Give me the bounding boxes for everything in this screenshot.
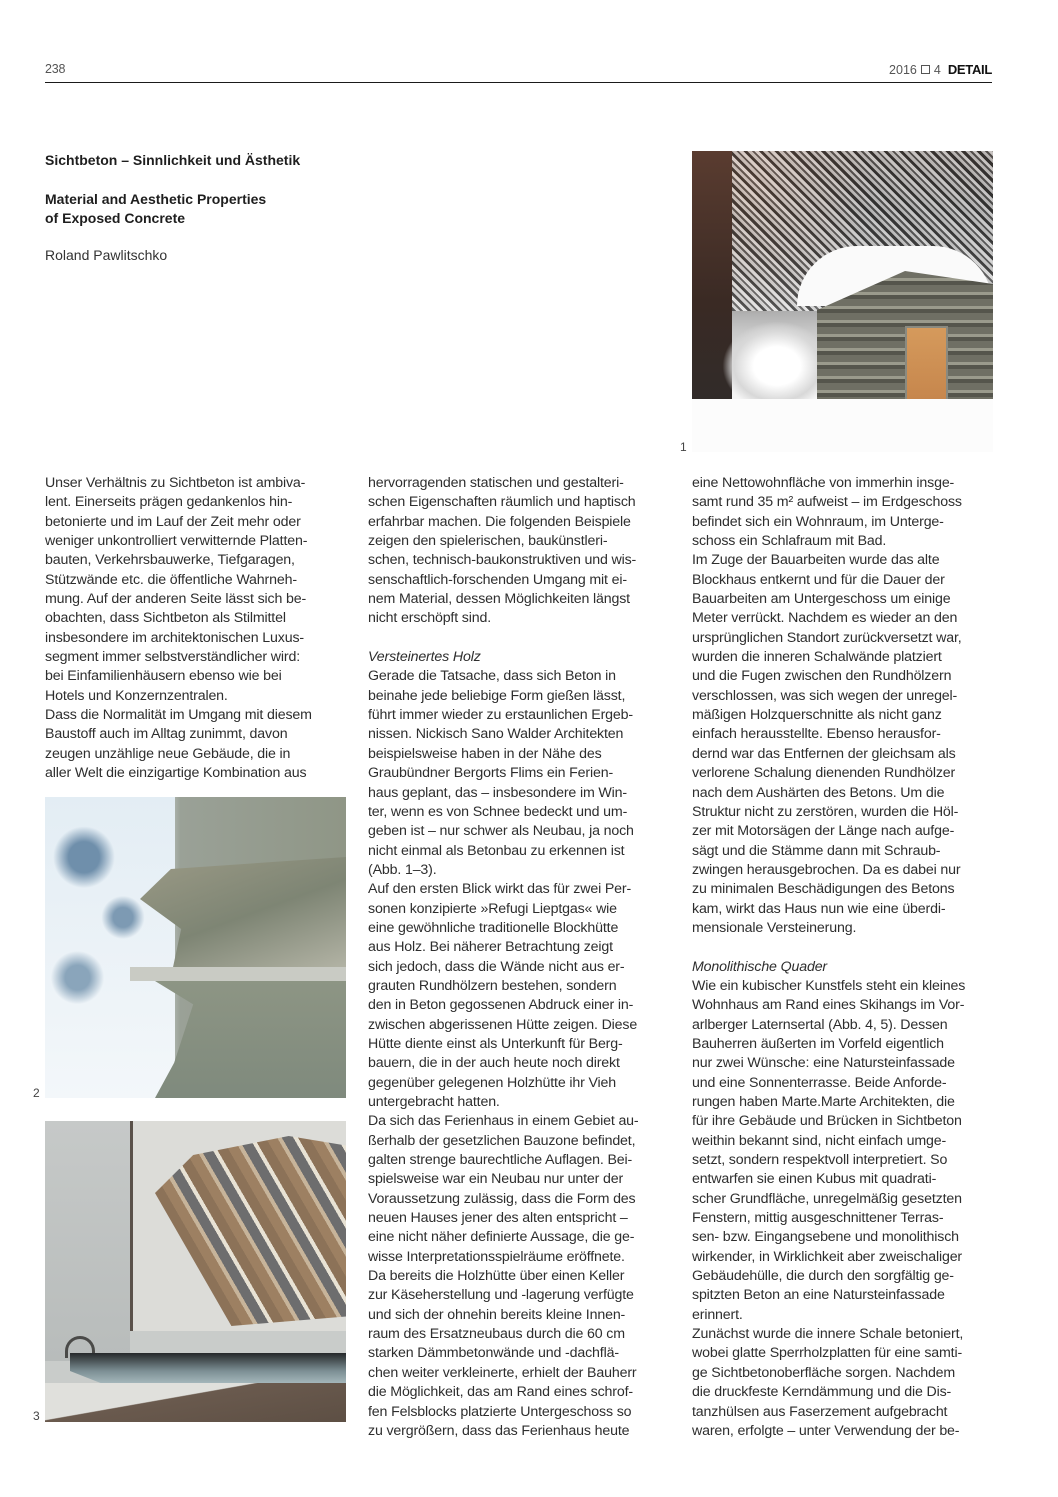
magazine-brand: DETAIL: [947, 62, 992, 77]
text-line: Bauarbeiten am Untergeschoss um einige: [692, 591, 951, 608]
issue-number: 4: [933, 62, 941, 77]
text-line: senschaftlich-forschenden Umgang mit ei-: [368, 571, 627, 588]
text-line: gegenüber gelegenen Holzhütte ihr Vieh: [368, 1074, 617, 1091]
figure-3-bath-rock-photo: [45, 1121, 346, 1422]
text-line: wirkender, in Wirklichkeit aber zweischaliger: [692, 1248, 963, 1265]
text-column-1: [45, 474, 345, 784]
photo-detail: [45, 1383, 346, 1422]
issue-year: 2016: [889, 62, 917, 77]
text-column-3: [692, 474, 992, 1441]
text-line: Wie ein kubischer Kunstfels steht ein kleines: [692, 977, 966, 994]
text-line: erinnert.: [692, 1306, 743, 1323]
text-line: und eine Sonnenterrasse. Beide Anforde-: [692, 1074, 947, 1091]
text-line: die Möglichkeit, das am Rand eines schrof-: [368, 1384, 633, 1401]
text-line: führt immer wieder zu erstaunlichen Ergeb-: [368, 707, 633, 724]
text-line: hervorragenden statischen und gestalteri-: [368, 475, 624, 491]
text-line: Dass die Normalität im Umgang mit diesem: [45, 707, 312, 724]
text-line: erfahrbar machen. Die folgenden Beispiele: [368, 513, 631, 530]
text-line: eine gewöhnliche traditionelle Blockhütte: [368, 919, 619, 936]
text-line: sen- bzw. Eingangsebene und monolithisch: [692, 1229, 959, 1246]
text-line: Struktur nicht zu zerstören, wurden die Höl-: [692, 803, 959, 820]
text-line: Fenstern, mittig ausgeschnittener Terras-: [692, 1210, 944, 1227]
title-en-line: of Exposed Concrete: [45, 210, 186, 226]
text-line: kam, wirkt das Haus nun wie eine überdi-: [692, 900, 946, 917]
text-line: Stützwände etc. die öffentliche Wahrneh-: [45, 571, 297, 588]
body-paragraphs: [368, 667, 668, 1441]
text-line: Da sich das Ferienhaus in einem Gebiet au-: [368, 1113, 639, 1130]
photo-detail: [45, 1121, 130, 1361]
text-line: Hotels und Konzernzentralen.: [45, 687, 228, 704]
text-line: fen Felsblocks platzierte Untergeschoss so: [368, 1403, 632, 1420]
text-line: ter, wenn es von Schnee bedeckt und um-: [368, 803, 628, 820]
text-line: wurden die inneren Schalwände platziert: [692, 649, 942, 666]
text-line: aus Holz. Bei näherer Betrachtung zeigt: [368, 939, 613, 956]
text-line: und die Fugen zwischen den Rundhölzern: [692, 668, 952, 685]
text-line: und sich der ohnehin bereits kleine Innen-: [368, 1306, 626, 1323]
text-line: Meter verrückt. Nachdem es wieder an den: [692, 610, 958, 627]
text-line: eine Nettowohnfläche von immerhin insge-: [692, 475, 955, 491]
text-line: befindet sich ein Wohnraum, im Unterge-: [692, 513, 944, 530]
text-line: ursprünglichen Standort zurückversetzt war,: [692, 629, 962, 646]
photo-detail: [692, 399, 993, 452]
text-line: sonen konzipierte »Refugi Lieptgas« wie: [368, 900, 617, 917]
text-line: aller Welt die einzigartige Kombination aus: [45, 765, 307, 782]
text-line: lent. Einerseits prägen gedankenlos hin-: [45, 494, 293, 511]
text-line: zwischen abgerissenen Hütte zeigen. Diese: [368, 1016, 638, 1033]
text-line: Wohnhaus am Rand eines Skihangs im Vor-: [692, 997, 965, 1014]
text-line: Gerade die Tatsache, dass sich Beton in: [368, 668, 616, 685]
text-line: untergebracht hatten.: [368, 1094, 500, 1110]
text-line: bauern, die in der auch heute noch direkt: [368, 1055, 620, 1072]
text-line: schen, technisch-baukonstruktiven und wis-: [368, 552, 637, 569]
text-line: Gebäudehülle, die durch den sorgfältig ge-: [692, 1268, 954, 1285]
text-line: nicht einmal als Betonbau zu erkennen ist: [368, 842, 625, 859]
text-line: sägt und die Stämme dann mit Schraub-: [692, 842, 941, 859]
running-header: [45, 60, 992, 83]
text-line: betonierte und im Lauf der Zeit mehr oder: [45, 513, 301, 530]
square-separator-icon: [921, 65, 930, 74]
text-line: neuen Hauses jener des alten entspricht –: [368, 1210, 628, 1227]
figure-3-label: 3: [33, 1409, 40, 1423]
text-line: zur Käseherstellung und -lagerung verfügte: [368, 1287, 634, 1304]
text-line: weithin bekannt sind, nicht einfach umge-: [692, 1132, 947, 1149]
figure-2-concrete-relief-photo: [45, 797, 346, 1098]
text-line: Da bereits die Holzhütte über einen Keller: [368, 1268, 625, 1285]
text-line: Unser Verhältnis zu Sichtbeton ist ambiva-: [45, 475, 306, 491]
text-line: Graubündner Bergorts Flims ein Ferien-: [368, 765, 614, 782]
text-line: mensionale Versteinerung.: [692, 919, 857, 936]
figure-1-label: 1: [680, 440, 687, 454]
section-subheading: Versteinertes Holz: [368, 649, 481, 666]
text-line: insbesondere im architektonischen Luxus-: [45, 629, 304, 646]
text-line: zwingen herausgebrochen. Da es dabei nur: [692, 861, 961, 878]
text-line: nur zwei Wünsche: eine Natursteinfassade: [692, 1055, 955, 1072]
body-paragraphs: [368, 474, 668, 629]
text-line: (Abb. 1–3).: [368, 861, 437, 878]
text-line: spitzten Beton an eine Natursteinfassade: [692, 1287, 945, 1304]
text-line: ßerhalb der gesetzlichen Bauzone befindet,: [368, 1132, 636, 1149]
text-line: obachten, dass Sichtbeton als Stilmittel: [45, 610, 286, 627]
text-line: zeugen unzählige neue Gebäude, die in: [45, 745, 291, 762]
text-line: Im Zuge der Bauarbeiten wurde das alte: [692, 552, 940, 569]
photo-detail: [45, 797, 175, 1098]
text-line: nicht erschöpft sind.: [368, 610, 492, 627]
author-name: Roland Pawlitschko: [45, 247, 168, 263]
text-line: bauten, Verkehrsbauwerke, Tiefgaragen,: [45, 552, 295, 569]
text-line: Voraussetzung zulässig, dass die Form des: [368, 1190, 636, 1207]
body-paragraphs: [45, 474, 345, 784]
text-line: waren, erfolgte – unter Verwendung der be-: [692, 1422, 960, 1439]
text-line: haus geplant, das – insbesondere im Win-: [368, 784, 627, 801]
photo-detail: [130, 967, 346, 981]
text-line: schoss ein Schlafraum mit Bad.: [692, 533, 887, 550]
page-number: 238: [45, 62, 66, 76]
text-line: eine nicht näher definierte Aussage, die ge-: [368, 1229, 635, 1246]
body-paragraphs: [692, 474, 992, 938]
text-line: beispielsweise haben in der Nähe des: [368, 745, 602, 762]
text-line: Bauherren äußerten im Vorfeld eigentlich: [692, 1035, 944, 1052]
text-line: schen Eigenschaften räumlich und haptisch: [368, 494, 636, 511]
text-line: samt rund 35 m² aufweist – im Erdgeschoss: [692, 494, 962, 511]
text-line: Hütte diente einst als Unterkunft für Berg-: [368, 1035, 623, 1052]
text-line: wisse Interpretationsspielräume eröffnete.: [368, 1248, 625, 1265]
figure-1-snow-cabin-photo: [692, 151, 993, 452]
text-line: Zunächst wurde die innere Schale betoniert,: [692, 1326, 964, 1343]
photo-detail: [722, 321, 832, 411]
issue-info: [889, 62, 992, 77]
photo-detail: [155, 981, 346, 1098]
text-line: zer mit Motorsägen der Länge nach aufge-: [692, 823, 955, 840]
title-en-line: Material and Aesthetic Properties: [45, 191, 267, 207]
text-line: weniger unkontrolliert verwitternde Platten-: [45, 533, 308, 550]
text-line: dernd war das Entfernen der gleichsam als: [692, 745, 956, 762]
section-subheading: Monolithische Quader: [692, 958, 828, 975]
text-line: mäßigen Holzquerschnitte als nicht ganz: [692, 707, 942, 724]
text-line: nissen. Nickisch Sano Walder Architekten: [368, 726, 624, 743]
text-line: raum des Ersatzneubaus durch die 60 cm: [368, 1326, 625, 1343]
text-line: setzt, sondern respektvoll interpretiert. So: [692, 1152, 948, 1169]
article-title-german: Sichtbeton – Sinnlichkeit und Ästhetik: [45, 152, 301, 168]
body-paragraphs: [692, 977, 992, 1441]
text-line: zu vergrößern, dass das Ferienhaus heute: [368, 1422, 630, 1439]
text-line: galten strenge baurechtliche Auflagen. Bei-: [368, 1152, 633, 1169]
text-line: grauten Rundhölzern bestehen, sondern: [368, 977, 617, 994]
text-line: verlorene Schalung dienenden Rundhölzer: [692, 765, 956, 782]
text-line: entwarfen sie einen Kubus mit quadrati-: [692, 1171, 937, 1188]
text-line: zu minimalen Beschädigungen des Betons: [692, 881, 955, 898]
text-line: Auf den ersten Blick wirkt das für zwei Per-: [368, 881, 632, 898]
text-line: wobei glatte Sperrholzplatten für eine samti-: [692, 1345, 963, 1362]
text-line: starken Dämmbetonwände und -dachflä-: [368, 1345, 619, 1362]
text-line: zeigen den spielerischen, baukünstleri-: [368, 533, 608, 550]
text-line: einfach herausstellte. Ebenso herausfor-: [692, 726, 941, 743]
figure-2-label: 2: [33, 1086, 40, 1100]
text-line: tanzhülsen aus Faserzement aufgebracht: [692, 1403, 948, 1420]
text-line: Blockhaus entkernt und für die Dauer der: [692, 571, 945, 588]
text-line: beinahe jede beliebige Form gießen lässt,: [368, 687, 626, 704]
text-line: nach dem Aushärten des Betons. Um die: [692, 784, 945, 801]
text-line: spielsweise war ein Neubau nur unter der: [368, 1171, 624, 1188]
text-line: mung. Auf der anderen Seite lässt sich be-: [45, 591, 307, 608]
text-line: scher Grundfläche, unregelmäßig gesetzten: [692, 1190, 962, 1207]
text-line: rungen haben Marte.Marte Architekten, die: [692, 1094, 955, 1110]
text-line: bei Einfamilienhäusern ebenso wie bei: [45, 668, 282, 685]
text-line: verschlossen, was sich wegen der unregel-: [692, 687, 958, 704]
text-line: sich jedoch, dass die Wände nicht aus er-: [368, 958, 625, 975]
text-line: den in Beton gegossenen Abdruck einer in-: [368, 997, 634, 1014]
text-line: für ihre Gebäude und Brücken in Sichtbeton: [692, 1113, 962, 1130]
text-line: nem Material, dessen Möglichkeiten längst: [368, 591, 630, 608]
text-line: Baustoff auch im Alltag zunimmt, davon: [45, 726, 288, 743]
text-line: arlberger Laternsertal (Abb. 4, 5). Dessen: [692, 1016, 948, 1033]
text-line: die druckfeste Kerndämmung und die Dis-: [692, 1384, 952, 1401]
text-column-2: [368, 474, 668, 1441]
text-line: segment immer selbstverständlicher wird:: [45, 649, 300, 666]
article-title-english: [45, 190, 345, 228]
text-line: chen weiter verkleinerte, erhielt der Bauherr: [368, 1364, 637, 1381]
text-line: geben ist – nur schwer als Neubau, ja noch: [368, 823, 634, 840]
text-line: ge Sichtbetonoberfläche sorgen. Nachdem: [692, 1364, 956, 1381]
